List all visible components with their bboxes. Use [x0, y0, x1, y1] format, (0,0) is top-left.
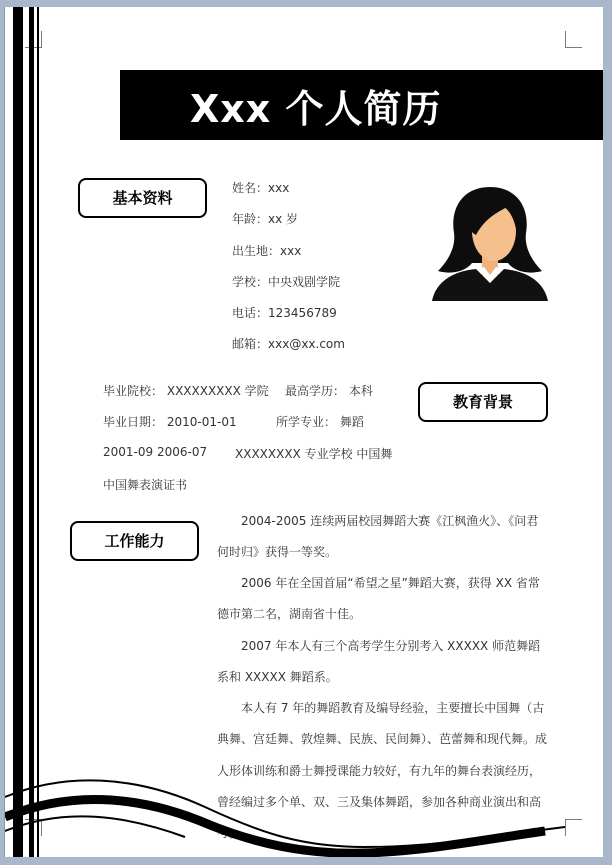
- field-value: xxx: [268, 181, 290, 195]
- field-value: xxx: [280, 244, 302, 258]
- field-value: 本科: [348, 384, 373, 398]
- field-value: xxx@xx.com: [268, 337, 345, 351]
- margin-corner-top-right: [565, 31, 582, 48]
- field-value: 中央戏剧学院: [268, 275, 341, 289]
- education-row: [276, 413, 364, 430]
- woman-avatar-icon: [432, 183, 548, 301]
- field-label: 所学专业：: [276, 415, 337, 429]
- section-label-basic: 基本资料: [78, 178, 207, 218]
- field-label: 出生地：: [232, 244, 281, 258]
- field-label: 邮箱：: [232, 337, 269, 351]
- decor-waves: [5, 767, 603, 857]
- work-paragraph: 本人有 7 年的舞蹈教育及编导经验，主要擅长中国舞（古典舞、宫廷舞、敦煌舞、民族、民间舞）、芭蕾舞和现代舞。成人形体训练和爵士舞授课能力较好，有九年的舞台表演经历，曾经编过多个单、双、三及集体舞蹈，参加各种商业演出和高考。: [217, 701, 548, 841]
- section-label-work: 工作能力: [70, 521, 199, 561]
- document-page: [4, 7, 603, 857]
- field-value: 123456789: [268, 306, 337, 320]
- field-label: 学校：: [232, 275, 269, 289]
- work-paragraph: 2004-2005 连续两届校园舞蹈大赛《江枫渔火》、《问君何时归》获得一等奖。: [217, 514, 539, 560]
- basic-info-row: [232, 304, 337, 321]
- field-label: 姓名：: [232, 181, 269, 195]
- field-label: 最高学历：: [285, 384, 346, 398]
- education-school: XXXXXXXX 专业学校 中国舞: [235, 447, 393, 461]
- education-row: [103, 413, 237, 430]
- field-value: XXXXXXXXX 学院: [166, 384, 269, 398]
- field-label: 年龄：: [232, 212, 269, 226]
- page-title: Xxx 个人简历: [190, 87, 442, 131]
- field-value: 舞蹈: [339, 415, 364, 429]
- basic-info-row: [232, 335, 345, 352]
- title-banner: [120, 70, 603, 140]
- decor-bar: [13, 7, 23, 857]
- basic-info-row: [232, 242, 301, 259]
- work-paragraph: 2007 年本人有三个高考学生分别考入 XXXXX 师范舞蹈系和 XXXXX 舞蹈系。: [217, 639, 541, 685]
- basic-info-row: [232, 179, 289, 196]
- basic-info-row: [232, 273, 340, 290]
- section-label-education: 教育背景: [418, 382, 548, 422]
- field-value: xx 岁: [268, 212, 299, 226]
- field-label: 电话：: [232, 306, 269, 320]
- basic-info-row: [232, 210, 298, 227]
- education-period: 2001-09 2006-07: [103, 445, 208, 459]
- decor-bar: [37, 7, 39, 857]
- education-row: [103, 382, 269, 399]
- decor-bar: [29, 7, 34, 857]
- work-paragraph: 2006 年在全国首届“希望之星”舞蹈大赛，获得 XX 省常德市第二名，湖南省十佳。: [217, 576, 540, 622]
- field-label: 毕业日期：: [103, 415, 164, 429]
- field-value: 2010-01-01: [166, 415, 237, 429]
- field-label: 毕业院校：: [103, 384, 164, 398]
- education-row: [285, 382, 373, 399]
- education-certificate: 中国舞表演证书: [103, 478, 188, 492]
